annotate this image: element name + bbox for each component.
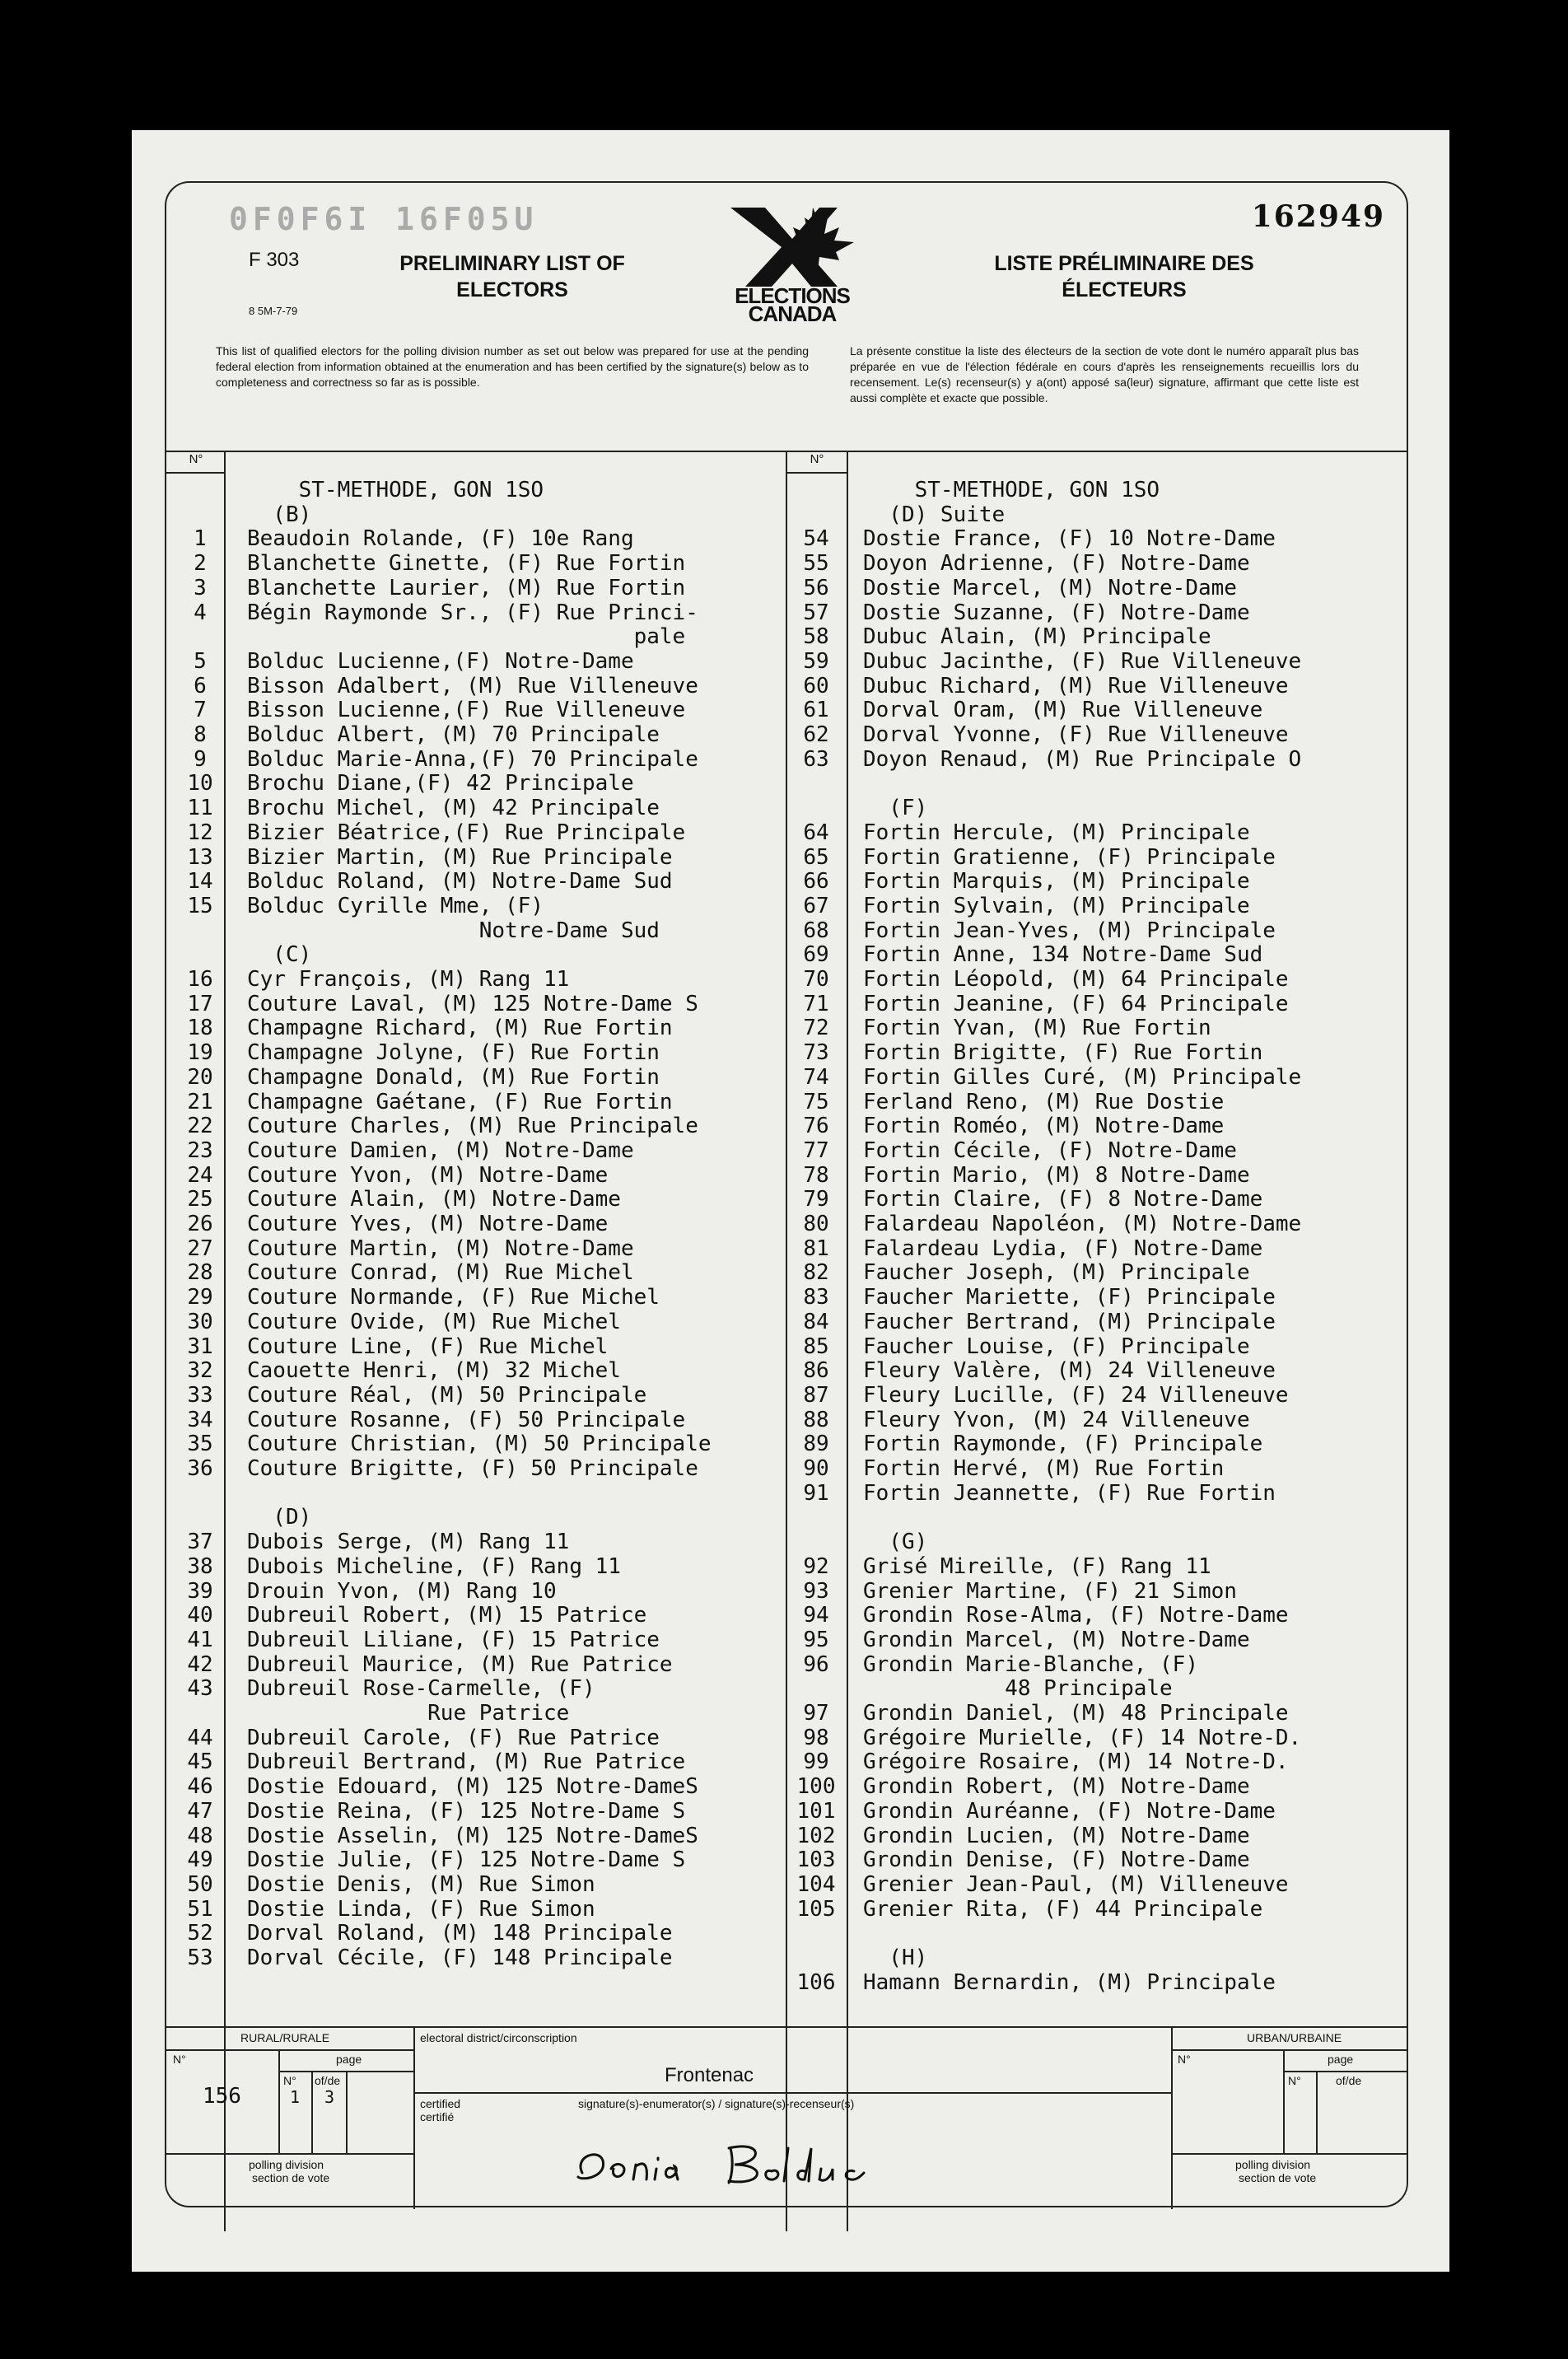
- elector-number: 70: [803, 967, 829, 992]
- elector-number: 21: [187, 1089, 213, 1114]
- elector-number: 28: [187, 1260, 213, 1286]
- elector-number: 85: [803, 1334, 829, 1359]
- no-header-left: N°: [189, 452, 203, 466]
- elector-number: 41: [187, 1627, 213, 1652]
- logo-text-line-2: CANADA: [748, 301, 837, 326]
- elector-number: 26: [187, 1212, 213, 1236]
- elector-number: 62: [803, 722, 829, 747]
- elector-number: 17: [187, 991, 213, 1016]
- elector-entry: Dostie Suzanne, (F) Notre-Dame: [863, 600, 1250, 625]
- elector-entry: Fortin Brigitte, (F) Rue Fortin: [863, 1040, 1263, 1066]
- elector-entry: Bolduc Marie-Anna,(F) 70 Principale: [247, 746, 698, 772]
- elector-entry: Falardeau Napoléon, (M) Notre-Dame: [863, 1212, 1302, 1236]
- urban-polling-division-label: polling division: [1235, 2158, 1311, 2171]
- electoral-district: Frontenac: [665, 2064, 754, 2086]
- elector-number: 89: [803, 1432, 829, 1457]
- elector-number: 103: [796, 1847, 836, 1873]
- elector-entry: (D): [247, 1505, 312, 1530]
- elector-number: 92: [803, 1553, 829, 1579]
- footer-urban-bottom-rule: [1171, 2153, 1407, 2155]
- elector-entry: Beaudoin Rolande, (F) 10e Rang: [247, 526, 634, 552]
- elector-entry: Dostie Julie, (F) 125 Notre-Dame S: [247, 1847, 686, 1873]
- elector-entry: Fleury Yvon, (M) 24 Villeneuve: [863, 1407, 1250, 1432]
- elector-number: 7: [194, 698, 207, 723]
- elector-entry: Dubreuil Robert, (M) 15 Patrice: [247, 1603, 647, 1628]
- elector-number: 50: [187, 1871, 213, 1897]
- section-de-vote-label: section de vote: [252, 2171, 330, 2184]
- left-number-divider: [224, 451, 226, 2231]
- elector-number: 13: [187, 844, 213, 870]
- elector-number: 12: [187, 820, 213, 845]
- polling-division-number: 156: [203, 2084, 241, 2109]
- urban-section-de-vote-label: section de vote: [1239, 2171, 1317, 2184]
- urban-no-label: N°: [1178, 2053, 1191, 2066]
- elector-number: 82: [803, 1260, 829, 1286]
- elector-number: 1: [194, 526, 207, 552]
- footer-urban-page-divider: [1283, 2049, 1285, 2153]
- elector-number: 94: [803, 1603, 829, 1628]
- elector-entry: Grondin Rose-Alma, (F) Notre-Dame: [863, 1603, 1289, 1628]
- elector-entry: Dostie Edouard, (M) 125 Notre-DameS: [247, 1774, 698, 1800]
- elector-number: 64: [803, 820, 829, 845]
- elector-number: 104: [796, 1871, 836, 1897]
- elector-number: 10: [187, 771, 213, 796]
- enumerator-signature: [566, 2132, 912, 2198]
- elector-number: 66: [803, 869, 829, 895]
- elector-number: 106: [796, 1969, 836, 1995]
- form-card: [165, 181, 1408, 2207]
- urban-of-label: of/de: [1336, 2074, 1362, 2087]
- elector-entry: Bisson Adalbert, (M) Rue Villeneuve: [247, 673, 698, 698]
- elector-entry: Grondin Lucien, (M) Notre-Dame: [863, 1823, 1250, 1848]
- elector-entry: Fleury Valère, (M) 24 Villeneuve: [863, 1358, 1276, 1384]
- elector-number: 63: [803, 746, 829, 772]
- elector-entry: Dubois Micheline, (F) Rang 11: [247, 1553, 621, 1579]
- elector-entry: Dubreuil Bertrand, (M) Rue Patrice: [247, 1749, 686, 1775]
- elector-entry: ST-METHODE, GON 1SO: [247, 478, 544, 502]
- document-sheet: [132, 130, 1449, 2272]
- elector-entry: Doyon Renaud, (M) Rue Principale O: [863, 746, 1302, 772]
- elector-entry: Falardeau Lydia, (F) Notre-Dame: [863, 1236, 1263, 1261]
- footer-urban-header-rule: [1171, 2049, 1407, 2051]
- elector-number: 16: [187, 967, 213, 992]
- elector-entry: Couture Damien, (M) Notre-Dame: [247, 1137, 634, 1163]
- elector-entry: Fortin Claire, (F) 8 Notre-Dame: [863, 1187, 1263, 1212]
- elector-number: 101: [796, 1798, 836, 1824]
- elector-number: 88: [803, 1407, 829, 1432]
- elector-number: 57: [803, 600, 829, 625]
- elector-number: 74: [803, 1064, 829, 1090]
- elector-number: 34: [187, 1407, 213, 1432]
- elector-entry: Dubreuil Rose-Carmelle, (F): [247, 1676, 595, 1702]
- elector-entry: Fortin Anne, 134 Notre-Dame Sud: [863, 942, 1263, 968]
- footer-rural-of-divider-2: [346, 2071, 348, 2153]
- elector-number: 4: [194, 600, 207, 625]
- elector-entry: Blanchette Laurier, (M) Rue Fortin: [247, 575, 686, 600]
- elector-entry: Bégin Raymonde Sr., (F) Rue Princi-: [247, 600, 698, 625]
- elector-number: 36: [187, 1456, 213, 1481]
- elector-entry: Drouin Yvon, (M) Rang 10: [247, 1578, 557, 1604]
- pencil-number: 0F0F6I 16F05U: [229, 201, 539, 237]
- elector-number: 95: [803, 1627, 829, 1652]
- elector-number: 52: [187, 1921, 213, 1946]
- elector-entry: (F): [863, 796, 928, 821]
- elector-entry: (C): [247, 942, 312, 968]
- elector-entry: Fortin Gratienne, (F) Principale: [863, 844, 1276, 870]
- elector-entry: Dostie France, (F) 10 Notre-Dame: [863, 526, 1276, 552]
- elector-number: 46: [187, 1774, 213, 1800]
- elector-number: 78: [803, 1162, 829, 1188]
- elector-number: 99: [803, 1749, 829, 1775]
- elector-number: 38: [187, 1553, 213, 1579]
- elector-entry: Dorval Yvonne, (F) Rue Villeneuve: [863, 722, 1289, 747]
- elector-entry: Grondin Robert, (M) Notre-Dame: [863, 1774, 1250, 1800]
- elector-entry: Dorval Cécile, (F) 148 Principale: [247, 1946, 673, 1970]
- footer-top-rule: [166, 2026, 1407, 2028]
- elector-number: 86: [803, 1358, 829, 1384]
- mid-column-divider-left: [786, 451, 787, 2231]
- elector-number: 15: [187, 893, 213, 918]
- elector-number: 54: [803, 526, 829, 552]
- elector-number: 49: [187, 1847, 213, 1873]
- logo-text-line-1: ELECTIONS: [735, 283, 850, 308]
- elector-entry: Grenier Rita, (F) 44 Principale: [863, 1896, 1263, 1922]
- footer-urban-no-rule: [1283, 2071, 1407, 2072]
- rural-page-label: page: [336, 2053, 362, 2066]
- footer-urban-divider: [1171, 2026, 1173, 2209]
- logo-text: [714, 283, 870, 326]
- elector-number: 59: [803, 648, 829, 674]
- elector-entry: Fortin Cécile, (F) Notre-Dame: [863, 1137, 1237, 1163]
- elector-number: 56: [803, 575, 829, 600]
- elector-entry: Couture Yvon, (M) Notre-Dame: [247, 1162, 609, 1188]
- elector-number: 61: [803, 698, 829, 723]
- elector-entry: Couture Line, (F) Rue Michel: [247, 1334, 609, 1359]
- footer-district-rule: [413, 2092, 1171, 2094]
- elector-number: 60: [803, 673, 829, 698]
- elector-entry: Dostie Reina, (F) 125 Notre-Dame S: [247, 1798, 686, 1824]
- elector-number: 37: [187, 1530, 213, 1555]
- page-number: 1: [290, 2087, 301, 2107]
- form-date: 8 5M-7-79: [249, 305, 298, 317]
- elector-number: 22: [187, 1114, 213, 1139]
- title-en-line-2: ELECTORS: [456, 278, 568, 301]
- elector-number: 48: [187, 1823, 213, 1848]
- elector-entry: Couture Charles, (M) Rue Principale: [247, 1114, 698, 1139]
- elector-entry: Dostie Marcel, (M) Notre-Dame: [863, 575, 1237, 600]
- elector-entry: Dostie Denis, (M) Rue Simon: [247, 1871, 595, 1897]
- intro-french: La présente constitue la liste des électeurs de la section de vote dont le numéro apparaît plus bas préparée en vue de l'élection fédérale en cours d'après les renseignements recueillis lors du recensement. Le(s) recenseur(s) y a(ont) apposé sa(leur) signature, affirmant que cette liste est aussi complète et exacte que possible.: [850, 344, 1359, 404]
- list-header-rule-left: [166, 472, 224, 474]
- elector-number: 73: [803, 1040, 829, 1066]
- elector-entry: Fortin Marquis, (M) Principale: [863, 869, 1250, 895]
- elector-number: 55: [803, 551, 829, 577]
- elector-entry: Grisé Mireille, (F) Rang 11: [863, 1553, 1211, 1579]
- elector-number: 31: [187, 1334, 213, 1359]
- elector-number: 3: [194, 575, 207, 600]
- intro-english: This list of qualified electors for the polling division number as set out below was prepared for use at the pending federal election from information obtained at the enumeration and has been certified by the signature(s) below as to completeness and correctness so far as is possible.: [216, 344, 809, 389]
- footer-urban-of-divider: [1316, 2071, 1318, 2153]
- elector-entry: Fortin Sylvain, (M) Principale: [863, 893, 1250, 918]
- elector-entry: Couture Christian, (M) 50 Principale: [247, 1432, 712, 1457]
- elector-entry: Grondin Auréanne, (F) Notre-Dame: [863, 1798, 1276, 1824]
- elector-entry: Couture Yves, (M) Notre-Dame: [247, 1212, 609, 1236]
- elector-number: 69: [803, 942, 829, 968]
- elector-number: 24: [187, 1162, 213, 1188]
- elector-number: 65: [803, 844, 829, 870]
- elector-entry: Fortin Léopold, (M) 64 Principale: [863, 967, 1289, 992]
- elector-number: 2: [194, 551, 207, 577]
- elector-entry: Couture Ovide, (M) Rue Michel: [247, 1309, 621, 1334]
- elections-canada-logo: [714, 199, 870, 339]
- elector-entry: Bolduc Lucienne,(F) Notre-Dame: [247, 648, 634, 674]
- no-header-right: N°: [810, 452, 824, 466]
- list-header-rule-right: [786, 472, 847, 474]
- elector-number: 83: [803, 1285, 829, 1310]
- elector-number: 102: [796, 1823, 836, 1848]
- elector-number: 5: [194, 648, 207, 674]
- elector-entry: Fortin Jean-Yves, (M) Principale: [863, 918, 1276, 943]
- elector-entry: Fortin Mario, (M) 8 Notre-Dame: [863, 1162, 1250, 1188]
- elector-entry: Grégoire Rosaire, (M) 14 Notre-D.: [863, 1749, 1289, 1775]
- elector-entry: Faucher Bertrand, (M) Principale: [863, 1309, 1276, 1334]
- elector-number: 100: [796, 1774, 836, 1800]
- elector-number: 11: [187, 796, 213, 821]
- elector-entry: Fortin Roméo, (M) Notre-Dame: [863, 1114, 1225, 1139]
- elector-number: 81: [803, 1236, 829, 1261]
- elector-entry: Couture Rosanne, (F) 50 Principale: [247, 1407, 686, 1432]
- footer-rural-divider: [413, 2026, 415, 2209]
- elector-number: 19: [187, 1040, 213, 1066]
- title-fr-line-1: LISTE PRÉLIMINAIRE DES: [994, 252, 1254, 275]
- certified-label: certified: [420, 2097, 461, 2110]
- elector-entry: Brochu Diane,(F) 42 Principale: [247, 771, 634, 796]
- elector-entry: Dubreuil Carole, (F) Rue Patrice: [247, 1725, 660, 1750]
- elector-number: 58: [803, 624, 829, 650]
- elector-number: 93: [803, 1578, 829, 1604]
- elector-entry: Dubuc Jacinthe, (F) Rue Villeneuve: [863, 648, 1302, 674]
- elector-entry: Faucher Louise, (F) Principale: [863, 1334, 1250, 1359]
- elector-entry: Couture Conrad, (M) Rue Michel: [247, 1260, 634, 1286]
- elector-entry: Couture Réal, (M) 50 Principale: [247, 1382, 647, 1408]
- elector-entry: Dostie Asselin, (M) 125 Notre-DameS: [247, 1823, 698, 1848]
- elector-number: 39: [187, 1578, 213, 1604]
- elector-number: 14: [187, 869, 213, 895]
- elector-number: 8: [194, 722, 207, 747]
- elector-entry: Dorval Oram, (M) Rue Villeneuve: [863, 698, 1263, 723]
- elector-entry: ST-METHODE, GON 1SO: [863, 478, 1160, 502]
- maple-x-icon: [714, 199, 870, 290]
- polling-division-label: polling division: [249, 2158, 324, 2171]
- elector-entry: Grondin Marcel, (M) Notre-Dame: [863, 1627, 1250, 1652]
- footer-rural-page-divider: [278, 2049, 280, 2153]
- elector-number: 98: [803, 1725, 829, 1750]
- elector-number: 6: [194, 673, 207, 698]
- elector-number: 20: [187, 1064, 213, 1090]
- footer-rural-of-divider: [311, 2071, 313, 2153]
- elector-entry: Bizier Martin, (M) Rue Principale: [247, 844, 673, 870]
- elector-entry: Fortin Gilles Curé, (M) Principale: [863, 1064, 1302, 1090]
- elector-entry: Champagne Jolyne, (F) Rue Fortin: [247, 1040, 660, 1066]
- title-en-line-1: PRELIMINARY LIST OF: [399, 252, 625, 275]
- footer-rural-bottom-rule: [166, 2153, 413, 2155]
- elector-entry: Dorval Roland, (M) 148 Principale: [247, 1921, 673, 1946]
- title-fr-line-2: ÉLECTEURS: [1062, 278, 1187, 301]
- urban-page-no-label: N°: [1288, 2074, 1301, 2087]
- elector-number: 80: [803, 1212, 829, 1236]
- elector-entry: 48 Principale: [863, 1676, 1173, 1702]
- elector-entry: Faucher Joseph, (M) Principale: [863, 1260, 1250, 1286]
- elector-number: 87: [803, 1382, 829, 1408]
- form-code: F 303: [249, 249, 300, 271]
- elector-number: 68: [803, 918, 829, 943]
- elector-number: 97: [803, 1701, 829, 1726]
- elector-number: 42: [187, 1651, 213, 1677]
- rural-label: RURAL/RURALE: [240, 2031, 330, 2044]
- elector-entry: Couture Martin, (M) Notre-Dame: [247, 1236, 634, 1261]
- elector-entry: Fortin Jeannette, (F) Rue Fortin: [863, 1480, 1276, 1506]
- elector-entry: Bolduc Albert, (M) 70 Principale: [247, 722, 660, 747]
- elector-entry: Couture Brigitte, (F) 50 Principale: [247, 1456, 698, 1481]
- elector-number: 33: [187, 1382, 213, 1408]
- elector-entry: Champagne Donald, (M) Rue Fortin: [247, 1064, 660, 1090]
- elector-number: 9: [194, 746, 207, 772]
- title-french: [939, 250, 1309, 303]
- elector-number: 105: [796, 1896, 836, 1922]
- elector-entry: Dubuc Richard, (M) Rue Villeneuve: [863, 673, 1289, 698]
- elector-entry: Hamann Bernardin, (M) Principale: [863, 1969, 1276, 1995]
- elector-entry: Blanchette Ginette, (F) Rue Fortin: [247, 551, 686, 577]
- elector-entry: (B): [247, 502, 312, 527]
- elector-number: 75: [803, 1089, 829, 1114]
- elector-entry: Couture Alain, (M) Notre-Dame: [247, 1187, 621, 1212]
- rural-of-label: of/de: [315, 2074, 341, 2087]
- elector-number: 43: [187, 1676, 213, 1702]
- elector-number: 47: [187, 1798, 213, 1824]
- elector-number: 18: [187, 1016, 213, 1041]
- elector-entry: Champagne Gaétane, (F) Rue Fortin: [247, 1089, 673, 1114]
- elector-entry: Couture Normande, (F) Rue Michel: [247, 1285, 660, 1310]
- elector-entry: (H): [863, 1946, 928, 1970]
- elector-entry: (D) Suite: [863, 502, 1006, 527]
- elector-entry: (G): [863, 1530, 928, 1555]
- elector-entry: Fortin Hervé, (M) Rue Fortin: [863, 1456, 1225, 1481]
- elector-number: 72: [803, 1016, 829, 1041]
- elector-entry: Ferland Reno, (M) Rue Dostie: [863, 1089, 1225, 1114]
- elector-entry: Grenier Martine, (F) 21 Simon: [863, 1578, 1237, 1604]
- elector-number: 40: [187, 1603, 213, 1628]
- elector-number: 30: [187, 1309, 213, 1334]
- elector-number: 67: [803, 893, 829, 918]
- elector-number: 79: [803, 1187, 829, 1212]
- footer-rural-header-rule: [166, 2049, 413, 2051]
- elector-entry: Grondin Daniel, (M) 48 Principale: [863, 1701, 1289, 1726]
- elector-entry: Rue Patrice: [247, 1701, 570, 1726]
- elector-number: 51: [187, 1896, 213, 1922]
- document-number: 162949: [1251, 199, 1385, 234]
- elector-entry: Grondin Marie-Blanche, (F): [863, 1651, 1198, 1677]
- elector-entry: pale: [247, 624, 686, 650]
- elector-entry: Bolduc Cyrille Mme, (F): [247, 893, 544, 918]
- elector-number: 32: [187, 1358, 213, 1384]
- title-english: [364, 250, 660, 303]
- signature-label: signature(s)-enumerator(s) / signature(s)-recenseur(s): [578, 2097, 855, 2110]
- page-of-total: 3: [324, 2087, 335, 2107]
- electoral-district-label: electoral district/circonscription: [420, 2031, 577, 2044]
- elector-number: 25: [187, 1187, 213, 1212]
- elector-entry: Cyr François, (M) Rang 11: [247, 967, 570, 992]
- elector-entry: Grenier Jean-Paul, (M) Villeneuve: [863, 1871, 1289, 1897]
- elector-number: 23: [187, 1137, 213, 1163]
- elector-entry: Doyon Adrienne, (F) Notre-Dame: [863, 551, 1250, 577]
- elector-number: 76: [803, 1114, 829, 1139]
- elector-number: 77: [803, 1137, 829, 1163]
- certifie-label: certifié: [420, 2110, 455, 2123]
- elector-entry: Grondin Denise, (F) Notre-Dame: [863, 1847, 1250, 1873]
- elector-entry: Notre-Dame Sud: [247, 918, 660, 943]
- elector-entry: Fortin Hercule, (M) Principale: [863, 820, 1250, 845]
- elector-entry: Faucher Mariette, (F) Principale: [863, 1285, 1276, 1310]
- elector-number: 84: [803, 1309, 829, 1334]
- elector-entry: Fortin Jeanine, (F) 64 Principale: [863, 991, 1289, 1016]
- elector-number: 35: [187, 1432, 213, 1457]
- rural-page-no-label: N°: [283, 2074, 296, 2087]
- elector-number: 53: [187, 1946, 213, 1970]
- elector-entry: Champagne Richard, (M) Rue Fortin: [247, 1016, 673, 1041]
- urban-page-label: page: [1328, 2053, 1354, 2066]
- elector-entry: Fleury Lucille, (F) 24 Villeneuve: [863, 1382, 1289, 1408]
- elector-number: 45: [187, 1749, 213, 1775]
- elector-entry: Fortin Raymonde, (F) Principale: [863, 1432, 1263, 1457]
- elector-entry: Dubreuil Maurice, (M) Rue Patrice: [247, 1651, 673, 1677]
- elector-number: 71: [803, 991, 829, 1016]
- elector-entry: Couture Laval, (M) 125 Notre-Dame S: [247, 991, 698, 1016]
- elector-entry: Dubuc Alain, (M) Principale: [863, 624, 1211, 650]
- elector-entry: Grégoire Murielle, (F) 14 Notre-D.: [863, 1725, 1302, 1750]
- urban-label: URBAN/URBAINE: [1247, 2031, 1342, 2044]
- elector-number: 96: [803, 1651, 829, 1677]
- elector-number: 29: [187, 1285, 213, 1310]
- elector-entry: Dubreuil Liliane, (F) 15 Patrice: [247, 1627, 660, 1652]
- elector-entry: Bizier Béatrice,(F) Rue Principale: [247, 820, 686, 845]
- elector-entry: Fortin Yvan, (M) Rue Fortin: [863, 1016, 1211, 1041]
- elector-entry: Dubois Serge, (M) Rang 11: [247, 1530, 570, 1555]
- rural-no-label: N°: [173, 2053, 186, 2066]
- elector-number: 44: [187, 1725, 213, 1750]
- mid-column-divider-right: [847, 451, 848, 2231]
- elector-number: 90: [803, 1456, 829, 1481]
- elector-entry: Dostie Linda, (F) Rue Simon: [247, 1896, 595, 1922]
- elector-entry: Bisson Lucienne,(F) Rue Villeneuve: [247, 698, 686, 723]
- elector-entry: Brochu Michel, (M) 42 Principale: [247, 796, 660, 821]
- elector-entry: Bolduc Roland, (M) Notre-Dame Sud: [247, 869, 673, 895]
- elector-number: 27: [187, 1236, 213, 1261]
- elector-entry: Caouette Henri, (M) 32 Michel: [247, 1358, 621, 1384]
- elector-number: 91: [803, 1480, 829, 1506]
